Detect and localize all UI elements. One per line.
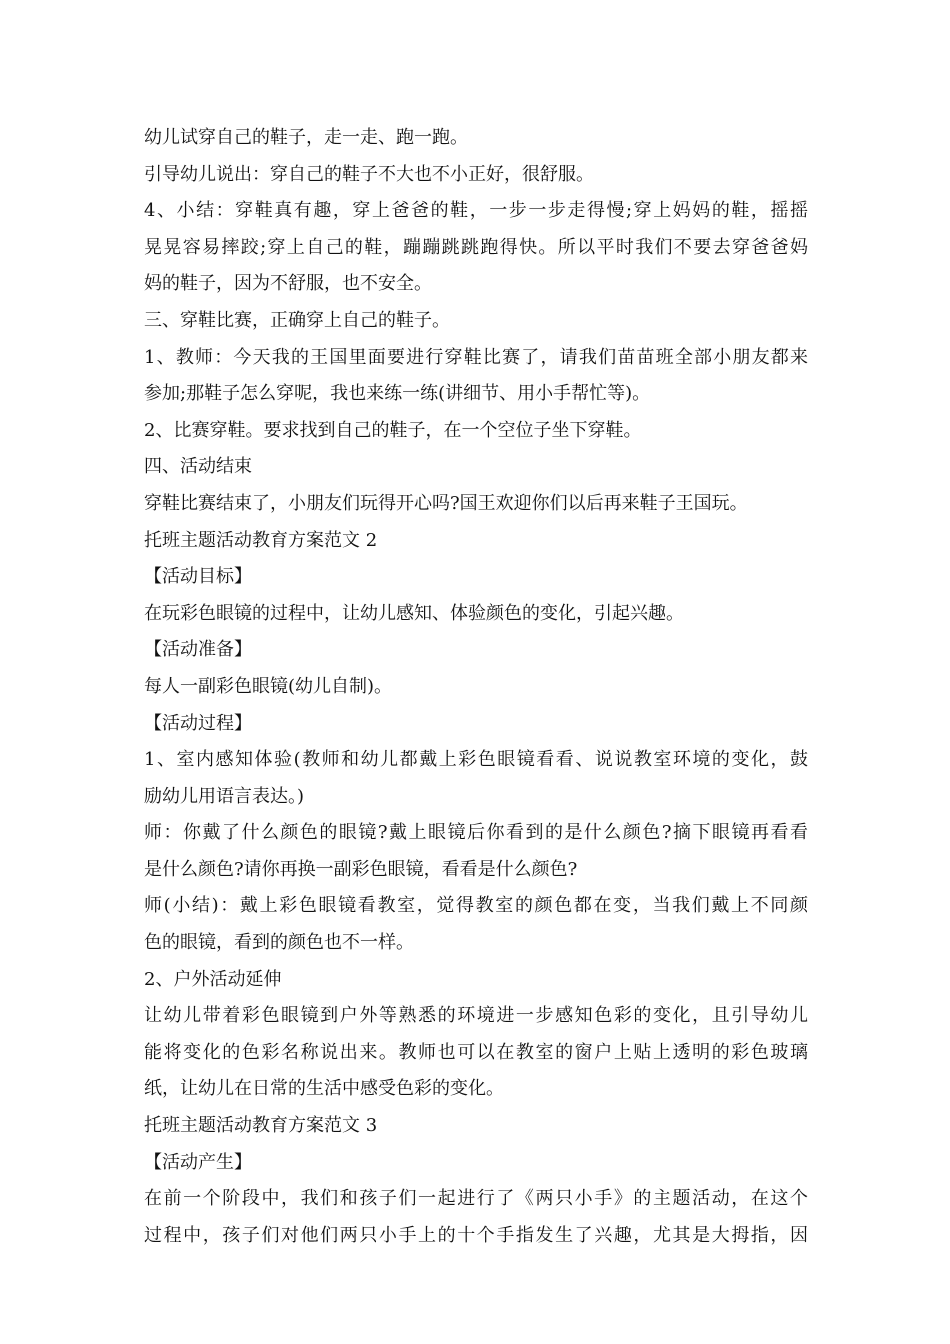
text-line: 幼儿试穿自己的鞋子，走一走、跑一跑。 <box>144 127 468 148</box>
text-line: 1、室内感知体验(教师和幼儿都戴上彩色眼镜看看、说说教室环境的变化，鼓 <box>144 749 808 771</box>
text-line: 引导幼儿说出：穿自己的鞋子不大也不小正好，很舒服。 <box>144 163 594 185</box>
text-line: 妈的鞋子，因为不舒服，也不安全。 <box>144 273 432 295</box>
text-line: 四、活动结束 <box>144 456 252 478</box>
text-line: 晃晃容易摔跤;穿上自己的鞋，蹦蹦跳跳跑得快。所以平时我们不要去穿爸爸妈 <box>144 236 808 258</box>
text-line: 在玩彩色眼镜的过程中，让幼儿感知、体验颜色的变化，引起兴趣。 <box>144 602 684 624</box>
text-line: 励幼儿用语言表达。) <box>144 785 305 807</box>
text-line: 2、比赛穿鞋。要求找到自己的鞋子，在一个空位子坐下穿鞋。 <box>144 419 642 441</box>
text-line: 师(小结)：戴上彩色眼镜看教室，觉得教室的颜色都在变，当我们戴上不同颜 <box>144 895 808 917</box>
text-line: 1、教师：今天我的王国里面要进行穿鞋比赛了，请我们苗苗班全部小朋友都来 <box>144 346 808 368</box>
text-line: 2、户外活动延伸 <box>144 968 282 990</box>
text-line: 过程中，孩子们对他们两只小手上的十个手指发生了兴趣，尤其是大拇指，因 <box>144 1224 808 1246</box>
text-line: 【活动目标】 <box>144 566 252 588</box>
text-line: 【活动准备】 <box>144 639 252 661</box>
text-line: 让幼儿带着彩色眼镜到户外等熟悉的环境进一步感知色彩的变化，且引导幼儿 <box>144 1005 808 1027</box>
text-line: 4、小结：穿鞋真有趣，穿上爸爸的鞋，一步一步走得慢;穿上妈妈的鞋，摇摇 <box>144 200 808 222</box>
text-line: 在前一个阶段中，我们和孩子们一起进行了《两只小手》的主题活动，在这个 <box>144 1188 808 1210</box>
document-body <box>144 120 808 1254</box>
text-line: 【活动过程】 <box>144 712 252 734</box>
text-line: 纸，让幼儿在日常的生活中感受色彩的变化。 <box>144 1078 504 1100</box>
text-line: 师：你戴了什么颜色的眼镜?戴上眼镜后你看到的是什么颜色?摘下眼镜再看看 <box>144 822 808 844</box>
text-line: 穿鞋比赛结束了，小朋友们玩得开心吗?国王欢迎你们以后再来鞋子王国玩。 <box>144 492 748 514</box>
text-line: 能将变化的色彩名称说出来。教师也可以在教室的窗户上贴上透明的彩色玻璃 <box>144 1041 808 1063</box>
text-line: 【活动产生】 <box>144 1151 252 1173</box>
text-line: 是什么颜色?请你再换一副彩色眼镜，看看是什么颜色? <box>144 858 578 880</box>
text-line: 每人一副彩色眼镜(幼儿自制)。 <box>144 675 393 697</box>
text-line: 托班主题活动教育方案范文 3 <box>144 1115 378 1137</box>
text-line: 托班主题活动教育方案范文 2 <box>144 529 378 551</box>
text-line: 三、穿鞋比赛，正确穿上自己的鞋子。 <box>144 309 450 331</box>
text-line: 参加;那鞋子怎么穿呢，我也来练一练(讲细节、用小手帮忙等)。 <box>144 383 651 405</box>
text-line: 色的眼镜，看到的颜色也不一样。 <box>144 932 414 954</box>
